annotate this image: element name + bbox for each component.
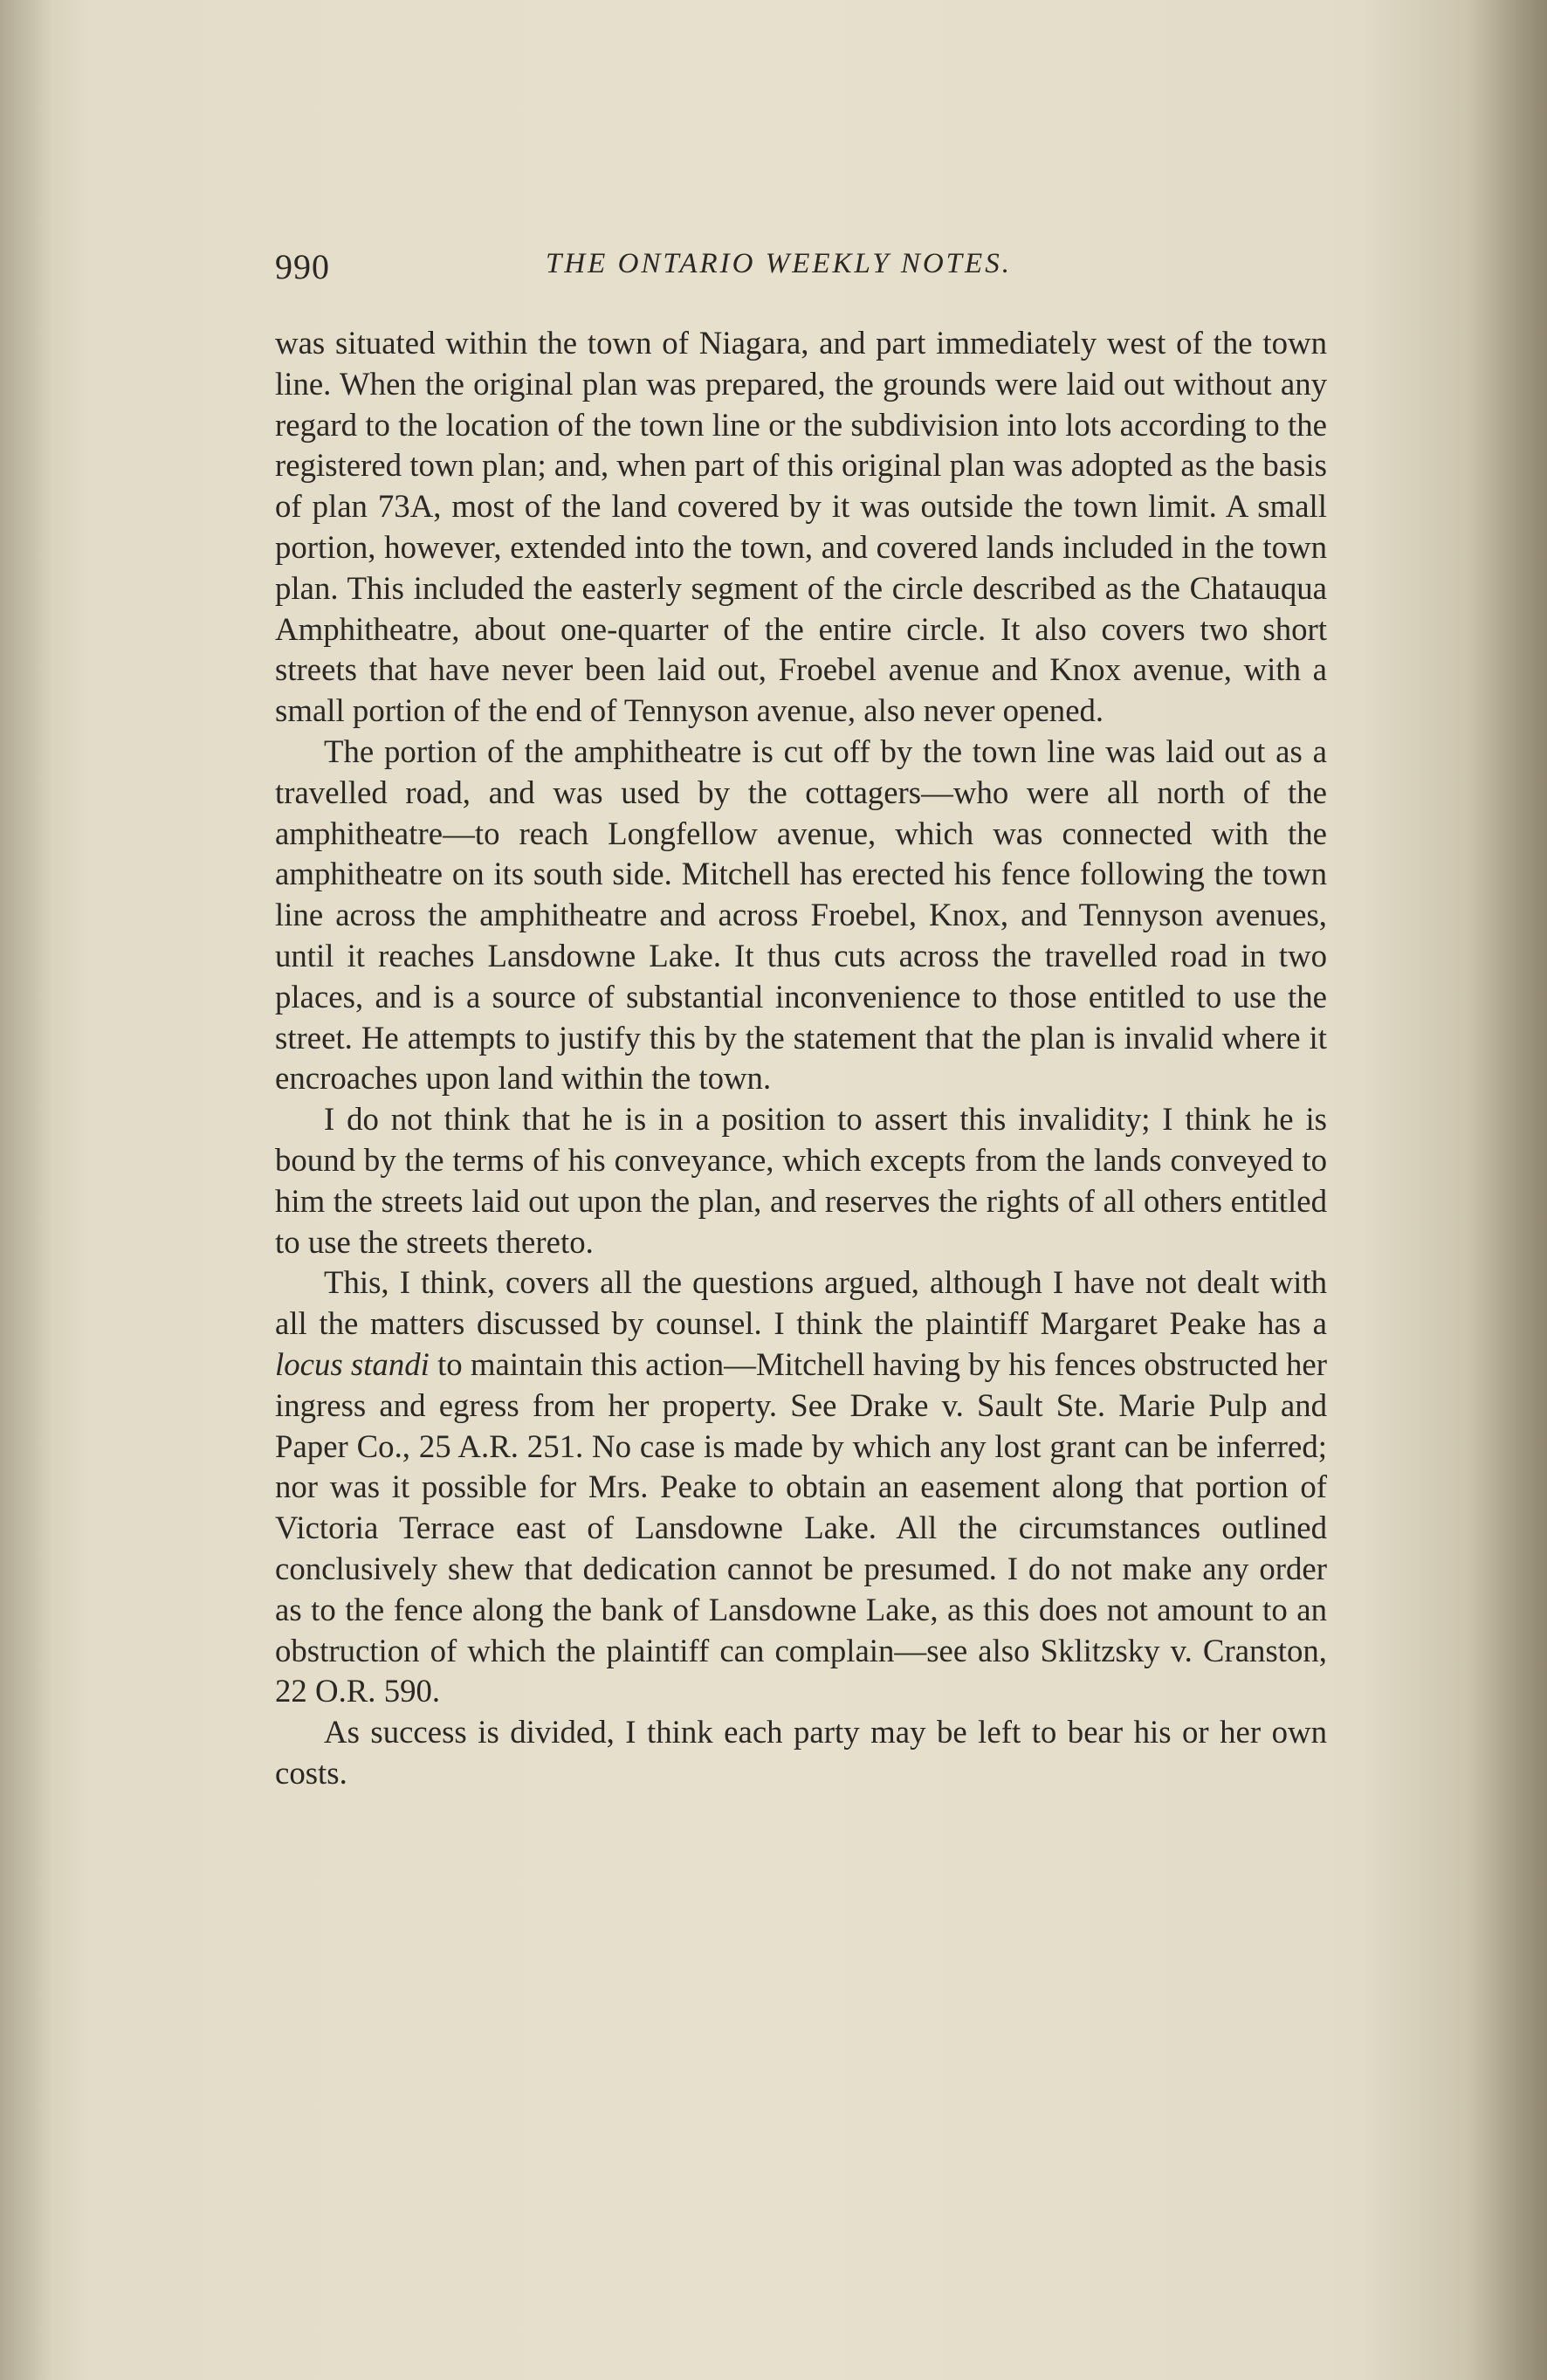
page-header: [275, 246, 1331, 290]
locus-standi-italic: locus standi: [275, 1345, 430, 1382]
paragraph-4-segment-1: This, I think, covers all the questions argued, although I have not dealt with all the matters discussed by counsel. I think the plaintiff Margaret Peake has a: [275, 1264, 1327, 1342]
running-head: THE ONTARIO WEEKLY NOTES.: [546, 248, 1012, 279]
paragraph-4-segment-3: to maintain this action—Mitchell having by his fences obstructed her ingress and egress from her property. See Drake v. Sault Ste. Marie Pulp and Paper Co., 25 A.R. 251. No case is made by which any lost grant can be inferred; nor was it possible for Mrs. Peake to obtain an easement along that portion of Victoria Terrace east of Lansdowne Lake. All the circumstances outlined conclusively shew that dedication cannot be presumed. I do not make any order as to the fence along the bank of Lansdowne Lake, as this does not amount to an obstruction of which the plaintiff can complain—see also Sklitzsky v. Cranston, 22 O.R. 590.: [275, 1345, 1328, 1709]
page-number: 990: [275, 247, 330, 286]
spine-shadow: [0, 0, 52, 2380]
paragraph-3: I do not think that he is in a position to assert this invalidity; I think he is bound by the terms of his conveyance, which excepts from the lands conveyed to him the streets laid out upon the plan, and reserves the rights of all others entitled to use the streets thereto.: [275, 1101, 1327, 1260]
paragraph-4: [275, 1262, 1327, 1712]
page-edge-shadow: [1468, 0, 1547, 2380]
paragraph-1: was situated within the town of Niagara, and part immediately west of the town line. When the original plan was prepared, the grounds were laid out without any regard to the location of the town line or the subdivision into lots according to the registered town plan; and, when part of this original plan was adopted as the basis of plan 73A, most of the land covered by it was outside the town limit. A small portion, however, extended into the town, and covered lands included in the town plan. This included the easterly segment of the circle described as the Chatauqua Amphitheatre, about one-quarter of the entire circle. It also covers two short streets that have never been laid out, Froebel avenue and Knox avenue, with a small portion of the end of Tennyson avenue, also never opened.: [275, 325, 1327, 729]
paragraph-2: The portion of the amphitheatre is cut off by the town line was laid out as a travelled road, and was used by the cottagers—who were all north of the amphitheatre—to reach Longfellow avenue, which was connected with the amphitheatre on its south side. Mitchell has erected his fence following the town line across the amphitheatre and across Froebel, Knox, and Tennyson avenues, until it reaches Lansdowne Lake. It thus cuts across the travelled road in two places, and is a source of substantial inconvenience to those entitled to use the street. He attempts to justify this by the statement that the plan is invalid where it encroaches upon land within the town.: [275, 733, 1327, 1097]
body-text: [275, 323, 1327, 1794]
paragraph-5: As success is divided, I think each party may be left to bear his or her own costs.: [275, 1714, 1327, 1791]
